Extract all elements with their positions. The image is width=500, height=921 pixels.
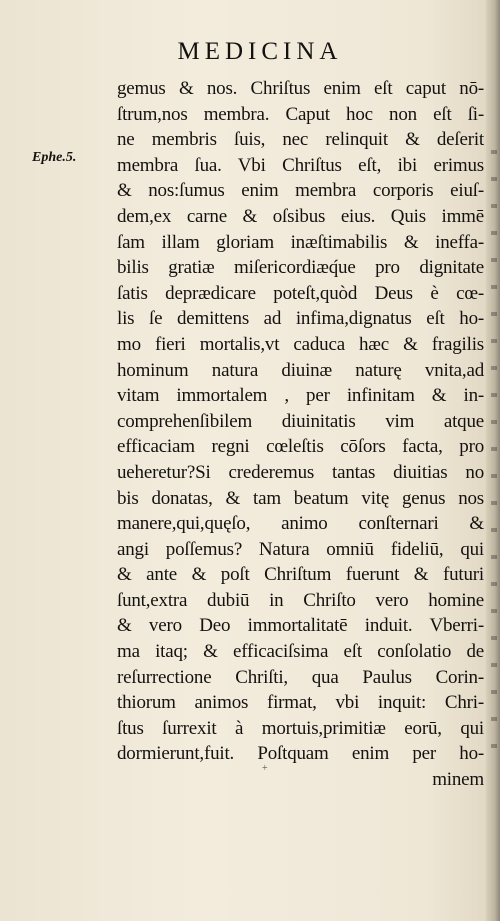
- text-line: ma itaq; & efficaciſsima eſt conſolatio de: [117, 641, 484, 663]
- text-line: mo fieri mortalis,vt caduca hæc & fragilis: [117, 333, 484, 355]
- text-line: ſam illam gloriam inæſtimabilis & ineffa-: [117, 231, 484, 253]
- text-line: lis ſe demittens ad infima,dignatus eſt ho-: [117, 308, 484, 330]
- text-line: membra ſua. Vbi Chriſtus eſt, ibi erimus: [117, 154, 484, 176]
- text-line: manere,qui,quęſo, animo conſternari &: [117, 513, 484, 535]
- text-line: ſunt,extra dubiū in Chriſto vero homine: [117, 589, 484, 611]
- text-line: bilis gratiæ miſericordiæq́ue pro dignitate: [117, 257, 484, 279]
- footer-mark: +: [262, 763, 268, 774]
- catchword: minem: [432, 769, 484, 791]
- text-line: thiorum animos firmat, vbi inquit: Chri-: [117, 692, 484, 714]
- text-line: ſtrum,nos membra. Caput hoc non eſt ſi-: [117, 103, 484, 125]
- text-line: & nos:ſumus enim membra corporis eiuſ-: [117, 180, 484, 202]
- text-line: & vero Deo immortalitatē induit. Vberri-: [117, 615, 484, 637]
- text-line: gemus & nos. Chriſtus enim eſt caput nō-: [117, 78, 484, 99]
- body-text: [117, 76, 484, 793]
- text-line: comprehenſibilem diuinitatis vim atque: [117, 410, 484, 432]
- text-line: ſatis deprædicare poteſt,quòd Deus è cœ-: [117, 282, 484, 304]
- text-line: reſurrectione Chriſti, qua Paulus Corin-: [117, 666, 484, 688]
- text-line: hominum natura diuinæ naturę vnita,ad: [117, 359, 484, 381]
- text-line: efficaciam regni cœleſtis cōſors facta, pro: [117, 436, 484, 458]
- text-line: angi poſſemus? Natura omniū fideliū, qui: [117, 538, 484, 560]
- text-line: ueheretur?Si crederemus tantas diuitias no: [117, 461, 484, 483]
- text-line: dem,ex carne & oſsibus eius. Quis immē: [117, 205, 484, 227]
- text-line: dormierunt,fuit. Poſtquam enim per ho-: [117, 743, 484, 765]
- facing-page-bleed: [491, 150, 497, 750]
- text-line: ne membris ſuis, nec relinquit & deſerit: [117, 129, 484, 151]
- margin-reference: Ephe.5.: [32, 150, 77, 165]
- running-title: MEDICINA: [177, 38, 343, 65]
- text-line: bis donatas, & tam beatum vitę genus nos: [117, 487, 484, 509]
- text-line: vitam immortalem , per infinitam & in-: [117, 385, 484, 407]
- text-line: ſtus ſurrexit à mortuis,primitiæ eorū, qui: [117, 717, 484, 739]
- text-line: & ante & poſt Chriſtum fuerunt & futuri: [117, 564, 484, 586]
